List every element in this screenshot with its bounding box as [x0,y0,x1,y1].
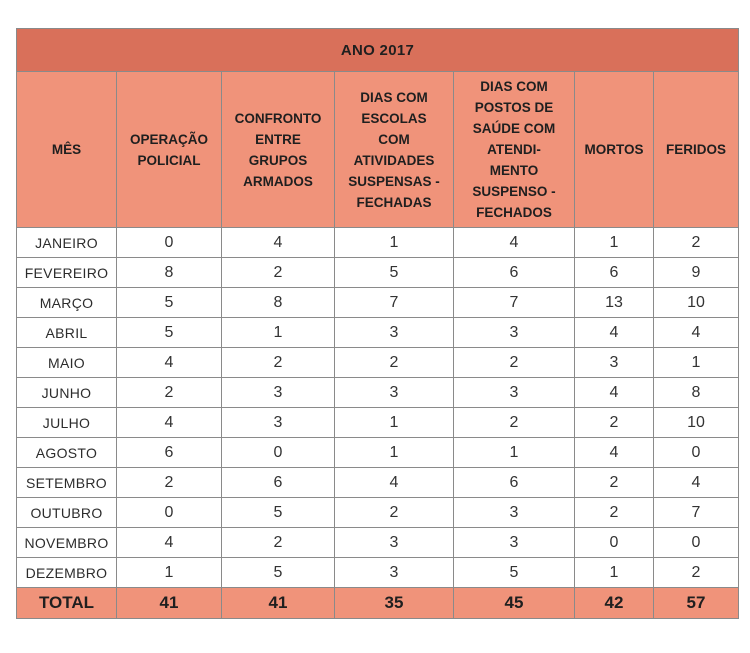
value-cell: 4 [454,228,575,258]
table-row [17,258,739,288]
value-cell: 2 [335,498,454,528]
total-cell: 35 [335,588,454,619]
column-header: DIAS COM ESCOLAS COM ATIVIDADES SUSPENSAS - FECHADAS [335,72,454,228]
column-header: MORTOS [575,72,654,228]
value-cell: 2 [222,258,335,288]
value-cell: 5 [117,288,222,318]
value-cell: 13 [575,288,654,318]
table-row [17,378,739,408]
month-cell: JULHO [17,408,117,438]
value-cell: 2 [117,378,222,408]
value-cell: 2 [575,468,654,498]
table-row [17,528,739,558]
value-cell: 5 [222,498,335,528]
title-row [17,29,739,72]
value-cell: 0 [117,498,222,528]
value-cell: 0 [222,438,335,468]
value-cell: 2 [335,348,454,378]
value-cell: 4 [117,348,222,378]
column-header: OPERAÇÃO POLICIAL [117,72,222,228]
total-cell: 41 [222,588,335,619]
value-cell: 2 [575,498,654,528]
value-cell: 2 [454,348,575,378]
value-cell: 4 [575,318,654,348]
value-cell: 3 [454,498,575,528]
total-cell: 45 [454,588,575,619]
value-cell: 1 [654,348,739,378]
table-row [17,228,739,258]
value-cell: 4 [335,468,454,498]
total-cell: 41 [117,588,222,619]
month-cell: FEVEREIRO [17,258,117,288]
value-cell: 4 [222,228,335,258]
value-cell: 2 [654,228,739,258]
value-cell: 2 [222,348,335,378]
value-cell: 3 [222,408,335,438]
value-cell: 3 [222,378,335,408]
column-header: CONFRONTO ENTRE GRUPOS ARMADOS [222,72,335,228]
table-row [17,408,739,438]
month-cell: NOVEMBRO [17,528,117,558]
value-cell: 2 [454,408,575,438]
value-cell: 3 [335,318,454,348]
month-cell: MARÇO [17,288,117,318]
value-cell: 3 [335,558,454,588]
value-cell: 0 [654,528,739,558]
total-cell: 42 [575,588,654,619]
value-cell: 1 [575,558,654,588]
value-cell: 3 [454,318,575,348]
month-cell: DEZEMBRO [17,558,117,588]
value-cell: 2 [575,408,654,438]
table-row [17,498,739,528]
total-label: TOTAL [17,588,117,619]
table-title: ANO 2017 [17,29,739,72]
value-cell: 10 [654,408,739,438]
value-cell: 1 [335,408,454,438]
header-row [17,72,739,228]
total-row [17,588,739,619]
value-cell: 8 [654,378,739,408]
value-cell: 5 [335,258,454,288]
value-cell: 4 [117,528,222,558]
month-cell: ABRIL [17,318,117,348]
value-cell: 3 [454,378,575,408]
value-cell: 4 [654,318,739,348]
value-cell: 1 [222,318,335,348]
value-cell: 5 [222,558,335,588]
total-cell: 57 [654,588,739,619]
table-row [17,558,739,588]
value-cell: 5 [117,318,222,348]
value-cell: 0 [117,228,222,258]
column-header: FERIDOS [654,72,739,228]
value-cell: 8 [222,288,335,318]
value-cell: 4 [575,378,654,408]
table-row [17,318,739,348]
value-cell: 3 [575,348,654,378]
value-cell: 3 [335,528,454,558]
value-cell: 1 [454,438,575,468]
value-cell: 0 [575,528,654,558]
column-header: MÊS [17,72,117,228]
value-cell: 8 [117,258,222,288]
value-cell: 1 [335,228,454,258]
value-cell: 6 [454,468,575,498]
value-cell: 6 [575,258,654,288]
month-cell: JUNHO [17,378,117,408]
value-cell: 1 [335,438,454,468]
value-cell: 6 [454,258,575,288]
month-cell: SETEMBRO [17,468,117,498]
month-cell: JANEIRO [17,228,117,258]
table-row [17,288,739,318]
value-cell: 1 [575,228,654,258]
month-cell: MAIO [17,348,117,378]
value-cell: 2 [654,558,739,588]
column-header: DIAS COM POSTOS DE SAÚDE COM ATENDI- MENTO SUSPENSO - FECHADOS [454,72,575,228]
value-cell: 9 [654,258,739,288]
month-cell: AGOSTO [17,438,117,468]
table-row [17,438,739,468]
value-cell: 4 [575,438,654,468]
value-cell: 1 [117,558,222,588]
value-cell: 4 [117,408,222,438]
value-cell: 2 [117,468,222,498]
value-cell: 7 [454,288,575,318]
value-cell: 3 [454,528,575,558]
table-body [17,228,739,588]
month-cell: OUTUBRO [17,498,117,528]
value-cell: 2 [222,528,335,558]
value-cell: 3 [335,378,454,408]
value-cell: 5 [454,558,575,588]
table-row [17,468,739,498]
value-cell: 7 [654,498,739,528]
table-row [17,348,739,378]
data-table [16,28,739,619]
value-cell: 7 [335,288,454,318]
value-cell: 4 [654,468,739,498]
value-cell: 10 [654,288,739,318]
value-cell: 6 [117,438,222,468]
value-cell: 0 [654,438,739,468]
value-cell: 6 [222,468,335,498]
